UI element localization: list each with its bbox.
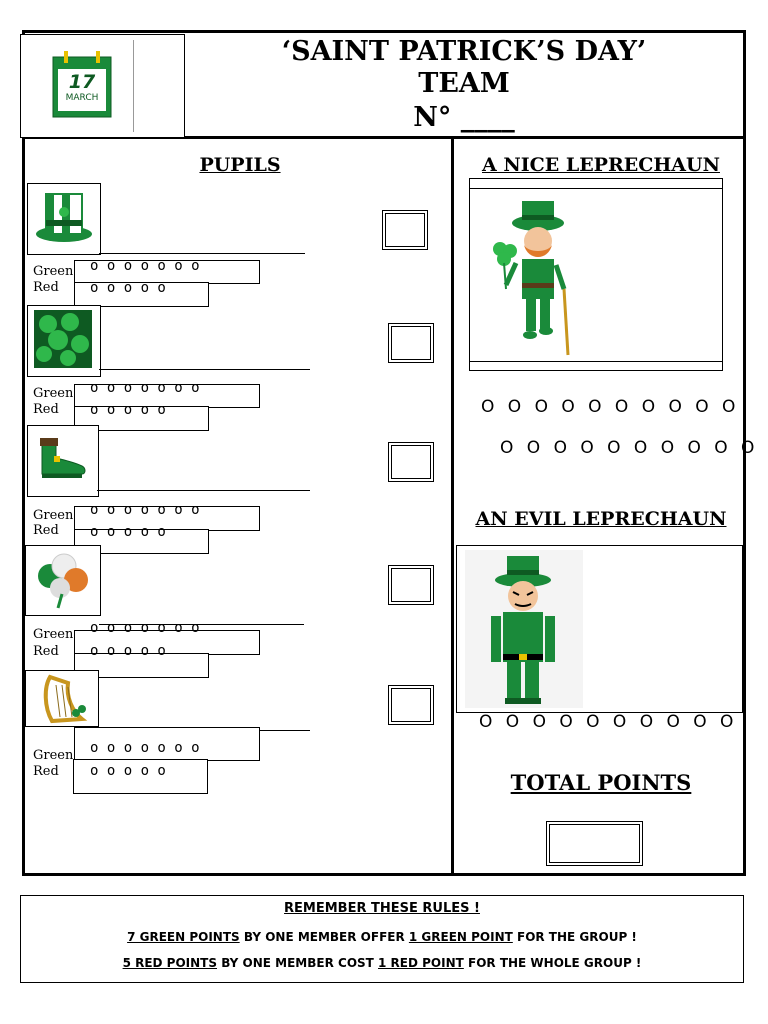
calendar-month: MARCH — [65, 93, 99, 103]
calendar-icon — [52, 49, 112, 119]
red-points-4: o o o o o — [90, 643, 166, 659]
title-line-3: N° ____ — [413, 102, 515, 133]
red-points-1: o o o o o — [90, 280, 166, 296]
title-line-1: ‘SAINT PATRICK’S DAY’ — [281, 36, 647, 67]
calendar-day: 17 — [68, 71, 96, 93]
nice-frame-bottom-line — [470, 361, 722, 362]
red-label-1: Red — [33, 280, 59, 295]
pupil-icon-frame-3 — [27, 425, 99, 497]
rules-line-1-b: BY ONE MEMBER OFFER — [239, 930, 409, 944]
rules-line-1-a: 7 GREEN POINTS — [127, 930, 240, 944]
red-label-5: Red — [33, 764, 59, 779]
rules-line-2-c: 1 RED POINT — [378, 956, 464, 970]
nice-leprechaun-illustration — [482, 197, 582, 359]
evil-leprechaun-heading: AN EVIL LEPRECHAUN — [475, 508, 727, 530]
leprechaun-boot-icon — [28, 426, 98, 496]
green-points-2: o o o o o o o — [90, 380, 200, 396]
pupil-icon-frame-5 — [25, 670, 99, 727]
green-label-2: Green — [33, 386, 74, 401]
pupil-icon-frame-1 — [27, 183, 101, 255]
rules-line-2-b: BY ONE MEMBER COST — [217, 956, 379, 970]
nice-leprechaun-heading: A NICE LEPRECHAUN — [482, 154, 720, 176]
pupil-score-box-3[interactable] — [388, 442, 434, 482]
total-points-heading: TOTAL POINTS — [510, 770, 692, 795]
green-label-4: Green — [33, 627, 74, 642]
pupil-score-box-1[interactable] — [382, 210, 428, 250]
rules-line-2-a: 5 RED POINTS — [122, 956, 218, 970]
evil-leprechaun-frame — [456, 545, 743, 713]
pupil-name-line-1 — [99, 253, 305, 254]
pupil-icon-frame-4 — [25, 545, 101, 616]
red-points-3: o o o o o — [90, 524, 166, 540]
title-line-2: TEAM — [418, 68, 510, 99]
pupil-name-line-2 — [99, 369, 310, 370]
green-label-5: Green — [33, 748, 74, 763]
pupil-score-box-2[interactable] — [388, 323, 434, 363]
clover-icon — [28, 306, 100, 376]
rules-line-1 — [21, 930, 743, 944]
pupil-score-box-4[interactable] — [388, 565, 434, 605]
green-points-4: o o o o o o o — [90, 620, 200, 636]
leprechaun-hat-icon — [28, 184, 100, 254]
calendar-box — [20, 34, 185, 138]
green-points-5: o o o o o o o — [90, 740, 200, 756]
nice-frame-top-line — [470, 188, 722, 189]
green-label-3: Green — [33, 508, 74, 523]
pupils-heading: PUPILS — [199, 154, 281, 176]
green-points-3: o o o o o o o — [90, 502, 200, 518]
green-label-1: Green — [33, 264, 74, 279]
pupil-score-box-5[interactable] — [388, 685, 434, 725]
harp-icon — [26, 671, 98, 726]
rules-title: REMEMBER THESE RULES ! — [284, 901, 480, 916]
red-label-4: Red — [33, 644, 59, 659]
irish-shamrock-icon — [26, 546, 100, 615]
nice-leprechaun-frame — [469, 178, 723, 371]
red-label-3: Red — [33, 523, 59, 538]
nice-leprechaun-points-row-1[interactable]: O O O O O O O O O O — [481, 397, 740, 417]
pupil-icon-frame-2 — [27, 305, 101, 377]
rules-line-2 — [21, 956, 743, 970]
rules-box — [20, 895, 744, 983]
evil-leprechaun-points-row[interactable]: O O O O O O O O O O — [479, 712, 738, 732]
column-divider — [451, 138, 454, 876]
red-points-5: o o o o o — [90, 763, 166, 779]
red-points-2: o o o o o — [90, 402, 166, 418]
rules-line-1-c: 1 GREEN POINT — [408, 930, 513, 944]
green-points-1: o o o o o o o — [90, 258, 200, 274]
evil-leprechaun-illustration — [465, 550, 583, 708]
nice-leprechaun-points-row-2[interactable]: O O O O O O O O O O — [500, 438, 759, 458]
pupil-name-line-3 — [97, 490, 310, 491]
rules-line-1-d: FOR THE GROUP ! — [512, 930, 637, 944]
calendar-divider — [133, 40, 134, 132]
red-label-2: Red — [33, 402, 59, 417]
rules-line-2-d: FOR THE WHOLE GROUP ! — [463, 956, 642, 970]
total-points-box[interactable] — [546, 821, 643, 866]
